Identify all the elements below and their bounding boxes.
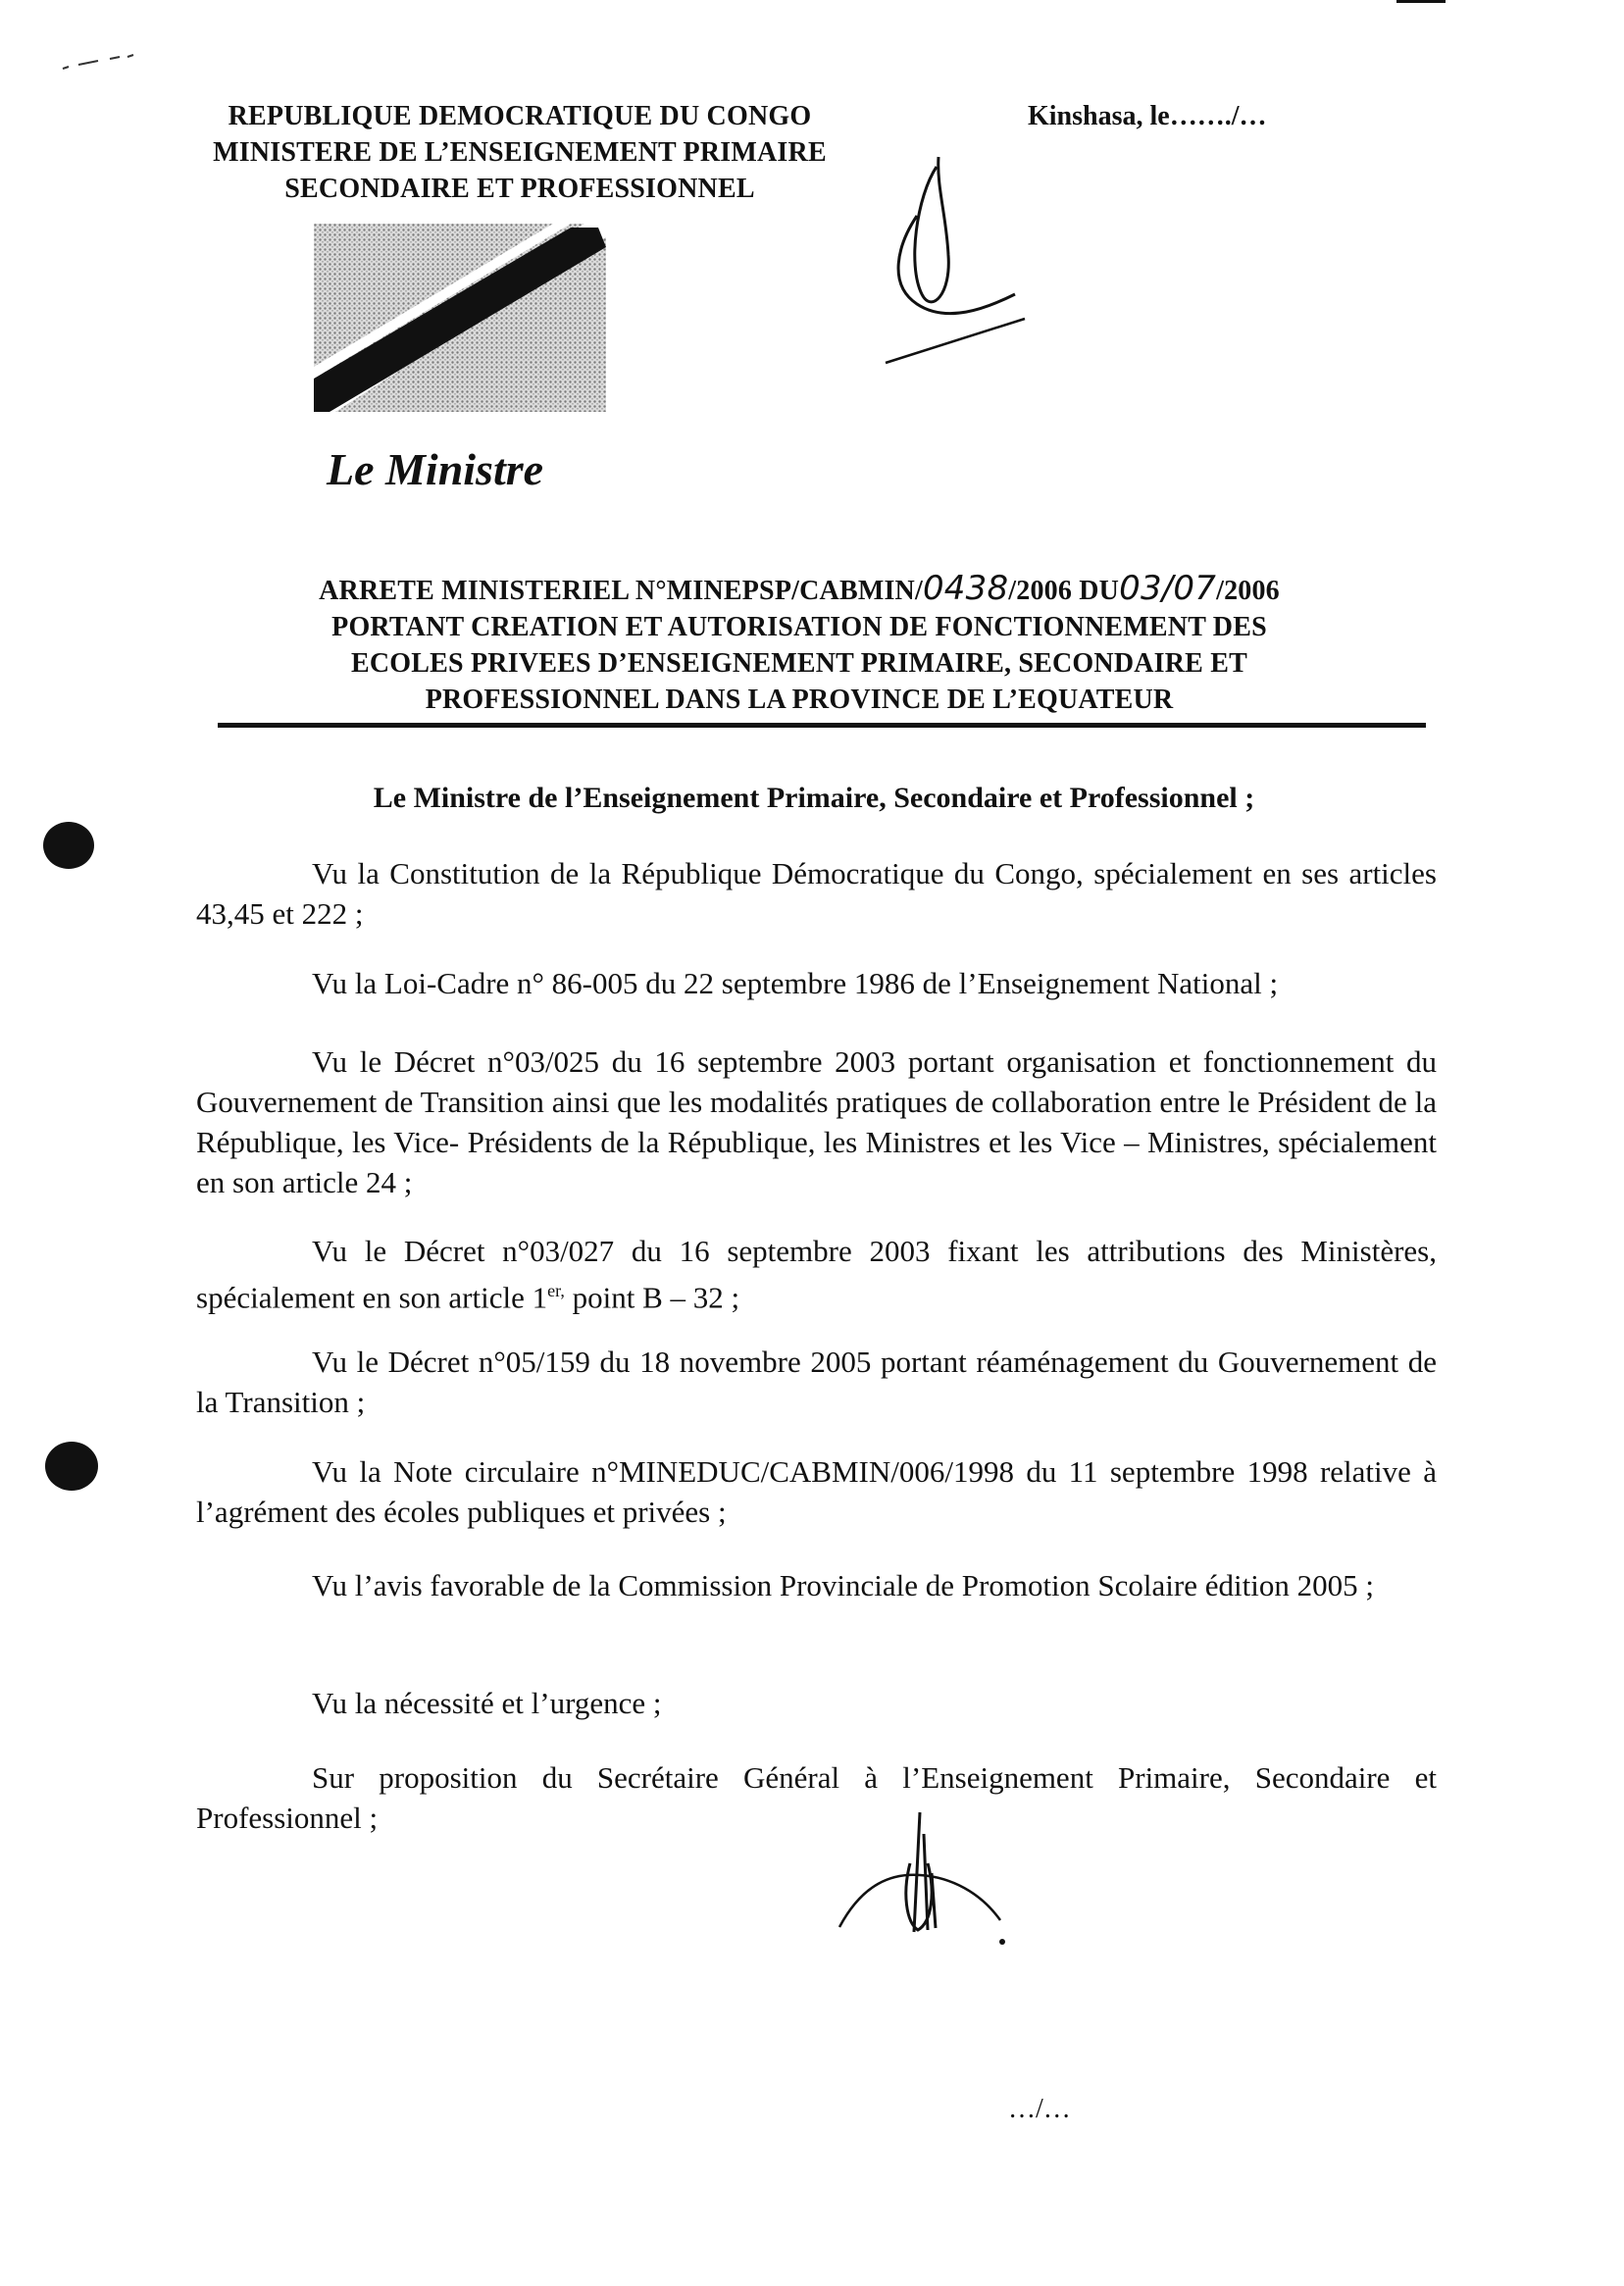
preamble-constitution: Vu la Constitution de la République Démocratique du Congo, spécialement en ses articles 43,45 et 222 ; (196, 856, 1437, 931)
header-block (177, 98, 863, 207)
decree-title-line3: ECOLES PRIVEES D’ENSEIGNEMENT PRIMAIRE, SECONDAIRE ET (350, 648, 1248, 679)
ministry-name-line2: SECONDAIRE ET PROFESSIONNEL (284, 174, 755, 204)
handwritten-signature (834, 1804, 1020, 1952)
preamble-loi-cadre: Vu la Loi-Cadre n° 86-005 du 22 septembre 1986 de l’Enseignement National ; (312, 966, 1279, 1000)
ministry-name-line1: MINISTERE DE L’ENSEIGNEMENT PRIMAIRE (213, 137, 827, 168)
preamble-note-circulaire: Vu la Note circulaire n°MINEDUC/CABMIN/006/1998 du 11 septembre 1998 relative à l’agrément des écoles publiques et privées ; (196, 1454, 1437, 1529)
place-date: Kinshasa, le……./… (1028, 101, 1267, 131)
flag-emblem (314, 224, 606, 412)
preamble-avis-commission: Vu l’avis favorable de la Commission Provinciale de Promotion Scolaire édition 2005 ; (312, 1568, 1374, 1602)
initials-mark (878, 147, 1044, 373)
decree-title-line4: PROFESSIONNEL DANS LA PROVINCE DE L’EQUATEUR (425, 685, 1174, 715)
signatory-title: Le Ministre (327, 444, 544, 494)
preamble-decret-025: Vu le Décret n°03/025 du 16 septembre 2003 portant organisation et fonctionnement du Gouvernement de Transition ainsi que les modalités pratiques de collaboration entre le Président de la République, les Vice- Présidents de la République, les Ministres et les Vice – Ministres, spécialement en son article 24 ; (196, 1044, 1437, 1199)
handwritten-decree-number: 0438 (922, 569, 1009, 608)
decree-title-line2: PORTANT CREATION ET AUTORISATION DE FONCTIONNEMENT DES (331, 612, 1267, 642)
punch-hole-bottom (45, 1442, 98, 1491)
preamble-decret-159: Vu le Décret n°05/159 du 18 novembre 2005 portant réaménagement du Gouvernement de la Transition ; (196, 1345, 1437, 1419)
decree-title (196, 571, 1402, 718)
preamble-decret-027: Vu le Décret n°03/027 du 16 septembre 2003 fixant les attributions des Ministères, spécialement en son article $1^{er,}$ point B – 32 ; (196, 1234, 1437, 1315)
scan-specks (59, 51, 177, 75)
page-continuation: …/… (1008, 2094, 1071, 2124)
preamble-proposition: Sur proposition du Secrétaire Général à l’Enseignement Primaire, Secondaire et Professionnel ; (196, 1760, 1437, 1835)
country-name: REPUBLIQUE DEMOCRATIQUE DU CONGO (228, 101, 812, 131)
title-divider (218, 723, 1426, 728)
preamble-necessite: Vu la nécessité et l’urgence ; (312, 1686, 662, 1720)
preamble-opening: Le Ministre de l’Enseignement Primaire, Secondaire et Professionnel ; (373, 782, 1255, 814)
punch-hole-top (43, 822, 94, 869)
scan-edge-mark (1396, 0, 1446, 3)
handwritten-decree-date: 03/07 (1119, 569, 1217, 608)
decree-title-line1: ARRETE MINISTERIEL N°MINEPSP/CABMIN/0438/2006 DU03/07/2006 (319, 569, 1280, 608)
